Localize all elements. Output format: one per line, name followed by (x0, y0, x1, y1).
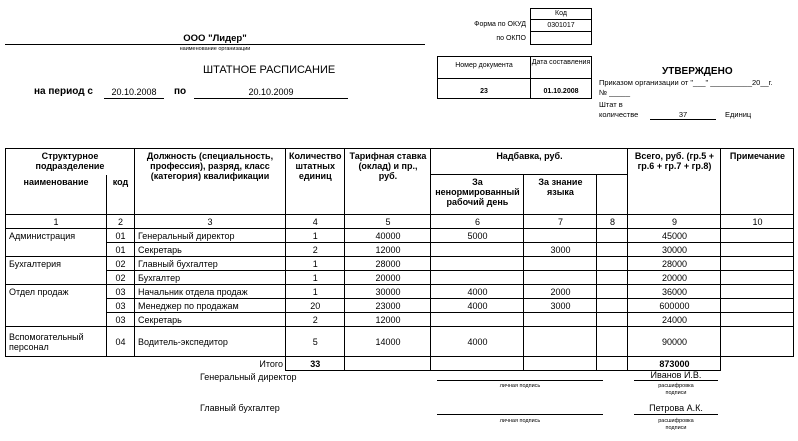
cell-lang: 2000 (524, 285, 597, 299)
cell-rate: 30000 (345, 285, 431, 299)
cell-rate: 23000 (345, 299, 431, 313)
cell-total: 28000 (628, 257, 721, 271)
cell-count: 5 (286, 327, 345, 357)
cell-code: 03 (107, 313, 135, 327)
director-name-line (634, 380, 718, 381)
col-header-bonus: Надбавка, руб. (431, 149, 628, 175)
doc-number-date-box (437, 56, 592, 99)
cell-extra (597, 313, 628, 327)
col-header-rate: Тарифная ставка (оклад) и пр., руб. (345, 149, 431, 215)
accountant-name: Петрова А.К. (649, 403, 703, 413)
okud-value-cell: 0301017 (530, 19, 592, 32)
cell-irregular: 4000 (431, 285, 524, 299)
director-sign-caption: личная подпись (499, 383, 541, 389)
cell-lang: 3000 (524, 243, 597, 257)
accountant-name-line (634, 414, 718, 415)
director-decode-caption-2: подписи (665, 390, 687, 396)
org-name: ООО "Лидер" (183, 33, 247, 44)
cell-count: 1 (286, 257, 345, 271)
cell-count: 1 (286, 285, 345, 299)
col-header-total: Всего, руб. (гр.5 + гр.6 + гр.7 + гр.8) (628, 149, 721, 215)
org-name-caption: наименование организации (179, 46, 251, 52)
total-row (6, 357, 794, 371)
accountant-decode-caption: расшифровка (658, 418, 694, 424)
cell-code: 02 (107, 257, 135, 271)
director-title: Генеральный директор (200, 372, 297, 382)
cell-position: Бухгалтер (135, 271, 286, 285)
cell-position: Секретарь (135, 243, 286, 257)
cell-note (721, 229, 794, 243)
period-to-underline (194, 98, 348, 99)
cell-irregular: 5000 (431, 229, 524, 243)
cell-code: 02 (107, 271, 135, 285)
cell-position: Главный бухгалтер (135, 257, 286, 271)
table-row (6, 299, 794, 313)
cell-code: 01 (107, 243, 135, 257)
doc-number-label: Номер документа (455, 62, 513, 69)
cell-irregular (431, 313, 524, 327)
cell-extra (597, 285, 628, 299)
cell-note (721, 257, 794, 271)
total-lang (524, 357, 597, 371)
doc-number-value: 23 (480, 88, 488, 95)
col-header-struct: Структурное подразделение (6, 149, 135, 175)
col-number: 5 (345, 215, 431, 229)
table-row (6, 229, 794, 243)
total-rate (345, 357, 431, 371)
cell-extra (597, 327, 628, 357)
cell-dept (6, 299, 107, 313)
cell-dept: Администрация (6, 229, 107, 243)
cell-note (721, 327, 794, 357)
cell-position: Начальник отдела продаж (135, 285, 286, 299)
cell-total: 36000 (628, 285, 721, 299)
cell-extra (597, 257, 628, 271)
cell-total: 20000 (628, 271, 721, 285)
cell-lang (524, 257, 597, 271)
cell-note (721, 285, 794, 299)
cell-irregular (431, 257, 524, 271)
cell-count: 1 (286, 271, 345, 285)
cell-position: Генеральный директор (135, 229, 286, 243)
period-label: на период с (34, 86, 93, 97)
cell-dept: Бухгалтерия (6, 257, 107, 271)
total-sum: 873000 (628, 357, 721, 371)
col-header-extra (597, 175, 628, 215)
doc-date-label: Дата составления (531, 59, 591, 66)
table-row (6, 313, 794, 327)
period-to-label: по (174, 86, 187, 97)
cell-extra (597, 243, 628, 257)
total-label: Итого (6, 357, 286, 371)
total-note (721, 357, 794, 371)
col-number: 4 (286, 215, 345, 229)
col-number: 6 (431, 215, 524, 229)
cell-count: 20 (286, 299, 345, 313)
cell-dept (6, 243, 107, 257)
director-decode-caption: расшифровка (658, 383, 694, 389)
cell-total: 600000 (628, 299, 721, 313)
cell-lang (524, 229, 597, 243)
col-header-dept-code: код (107, 175, 135, 215)
col-number: 8 (597, 215, 628, 229)
table-row (6, 243, 794, 257)
staff-label-1: Штат в (599, 100, 623, 109)
approval-order-text: Приказом организации от "___" __________20__г. (599, 78, 773, 87)
cell-note (721, 299, 794, 313)
cell-dept: Вспомогательный персонал (6, 327, 107, 357)
cell-code: 01 (107, 229, 135, 243)
cell-extra (597, 229, 628, 243)
accountant-sign-line (437, 414, 603, 415)
col-header-irregular: За ненормированный рабочий день (431, 175, 524, 215)
cell-code: 03 (107, 285, 135, 299)
cell-rate: 28000 (345, 257, 431, 271)
period-to-value: 20.10.2009 (248, 87, 294, 97)
staffing-table (5, 148, 794, 371)
cell-irregular (431, 271, 524, 285)
total-irregular (431, 357, 524, 371)
cell-rate: 14000 (345, 327, 431, 357)
col-number: 7 (524, 215, 597, 229)
cell-rate: 40000 (345, 229, 431, 243)
org-name-underline (5, 44, 425, 45)
col-header-note: Примечание (721, 149, 794, 215)
cell-count: 1 (286, 229, 345, 243)
cell-dept (6, 313, 107, 327)
col-header-dept-name: наименование (6, 175, 107, 215)
cell-note (721, 313, 794, 327)
cell-count: 2 (286, 313, 345, 327)
cell-lang: 3000 (524, 299, 597, 313)
cell-lang (524, 271, 597, 285)
accountant-decode-caption-2: подписи (665, 425, 687, 431)
director-name: Иванов И.В. (650, 370, 702, 380)
col-number: 3 (135, 215, 286, 229)
cell-total: 45000 (628, 229, 721, 243)
okpo-label: по ОКПО (496, 35, 526, 42)
cell-position: Водитель-экспедитор (135, 327, 286, 357)
staff-count-value: 37 (678, 110, 688, 119)
cell-irregular (431, 243, 524, 257)
col-number: 9 (628, 215, 721, 229)
cell-rate: 12000 (345, 243, 431, 257)
table-row (6, 257, 794, 271)
cell-extra (597, 271, 628, 285)
cell-count: 2 (286, 243, 345, 257)
total-count: 33 (286, 357, 345, 371)
director-sign-line (437, 380, 603, 381)
col-header-lang: За знание языка (524, 175, 597, 215)
period-from-value: 20.10.2008 (111, 87, 157, 97)
cell-rate: 20000 (345, 271, 431, 285)
approval-title: УТВЕРЖДЕНО (662, 66, 733, 77)
cell-extra (597, 299, 628, 313)
cell-lang (524, 313, 597, 327)
cell-note (721, 243, 794, 257)
cell-irregular: 4000 (431, 327, 524, 357)
cell-dept: Отдел продаж (6, 285, 107, 299)
cell-position: Менеджер по продажам (135, 299, 286, 313)
table-row (6, 285, 794, 299)
cell-total: 24000 (628, 313, 721, 327)
table-row (6, 271, 794, 285)
cell-code: 03 (107, 299, 135, 313)
okud-label: Форма по ОКУД (474, 21, 526, 28)
doc-date-value: 01.10.2008 (543, 88, 579, 95)
accountant-title: Главный бухгалтер (200, 403, 280, 413)
cell-lang (524, 327, 597, 357)
period-from-underline (104, 98, 164, 99)
code-header-cell: Код (530, 8, 592, 20)
okpo-value-cell (530, 31, 592, 45)
table-row (6, 327, 794, 357)
document-title: ШТАТНОЕ РАСПИСАНИЕ (203, 64, 336, 76)
col-number: 1 (6, 215, 107, 229)
staff-unit: Единиц (725, 110, 752, 119)
total-extra (597, 357, 628, 371)
cell-position: Секретарь (135, 313, 286, 327)
col-number: 2 (107, 215, 135, 229)
col-number: 10 (721, 215, 794, 229)
cell-total: 90000 (628, 327, 721, 357)
cell-code: 04 (107, 327, 135, 357)
cell-total: 30000 (628, 243, 721, 257)
cell-rate: 12000 (345, 313, 431, 327)
col-header-position: Должность (специальность, профессия), разряд, класс (категория) квалификации (135, 149, 286, 215)
cell-note (721, 271, 794, 285)
staff-count-underline (650, 119, 716, 120)
cell-dept (6, 271, 107, 285)
approval-number: № _____ (599, 88, 630, 97)
staff-label-2: количестве (599, 110, 639, 119)
accountant-sign-caption: личная подпись (499, 418, 541, 424)
cell-irregular: 4000 (431, 299, 524, 313)
col-header-count: Количество штатных единиц (286, 149, 345, 215)
